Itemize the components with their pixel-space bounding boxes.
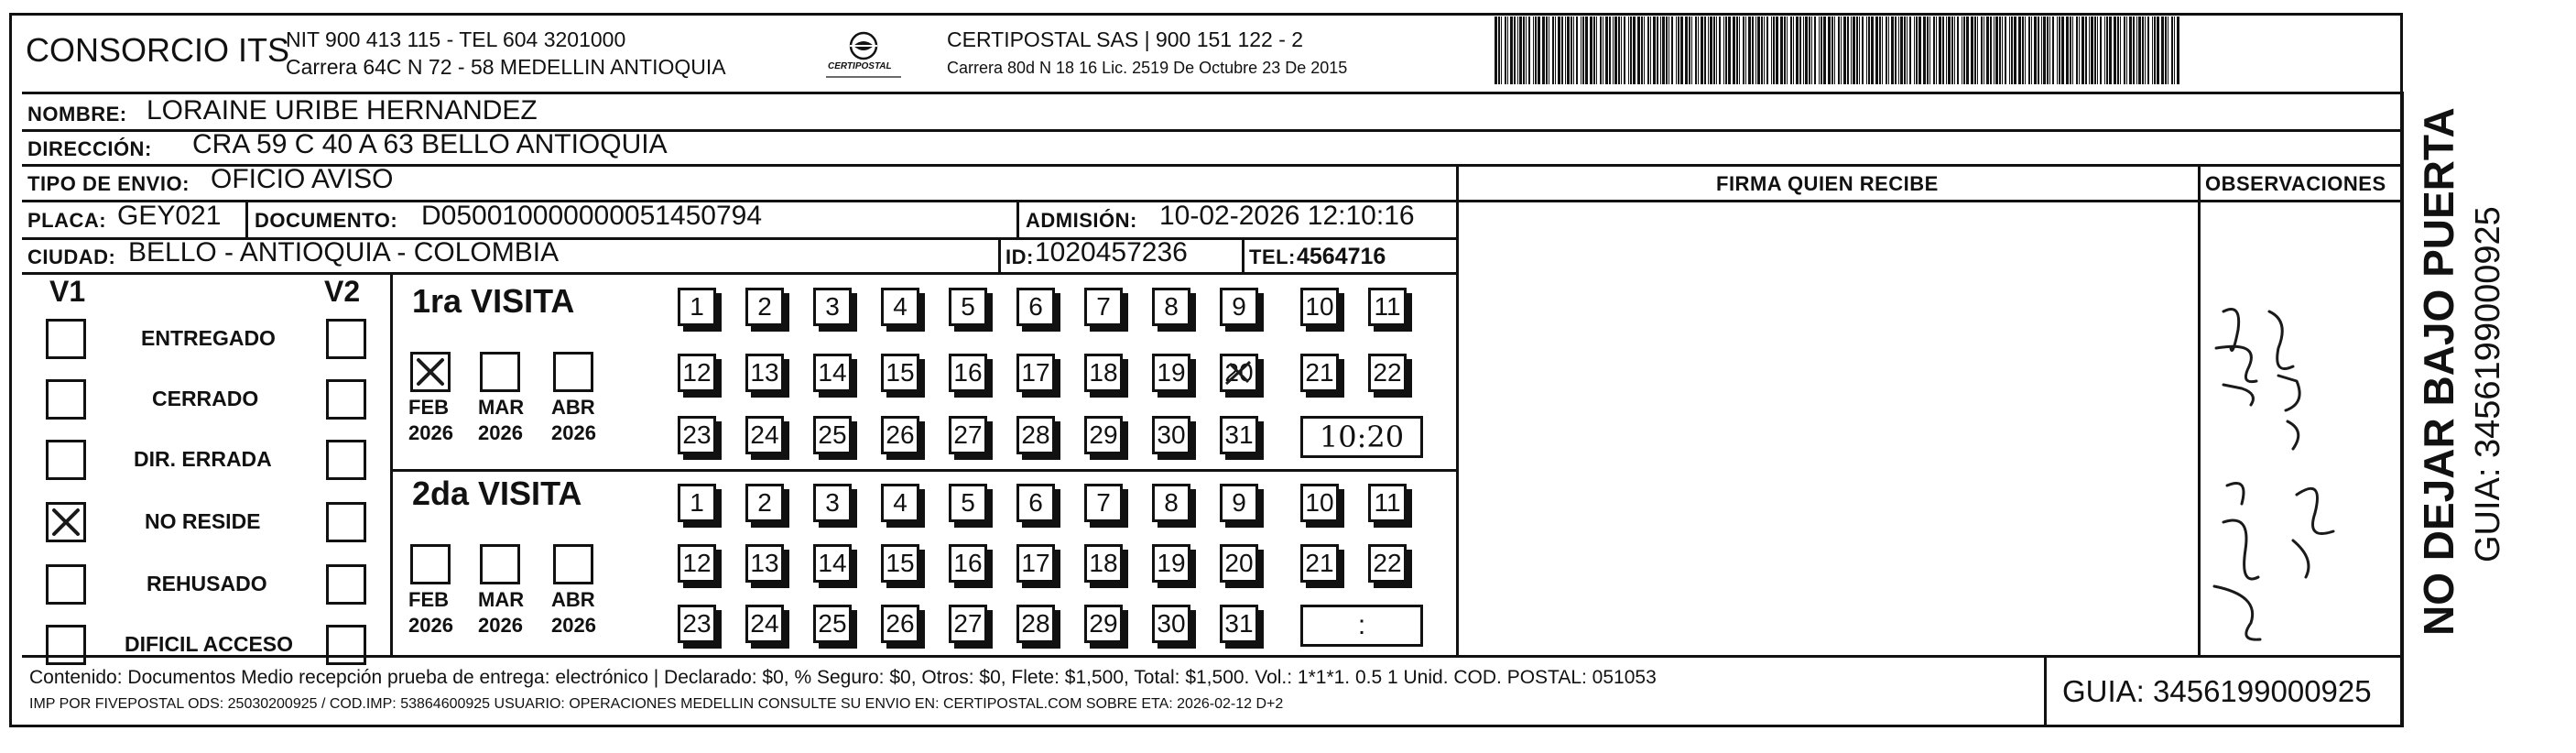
v2-label: V2 [324,275,361,308]
day-box[interactable]: 6 [1016,484,1055,522]
day-box[interactable]: 18 [1084,544,1123,583]
day-box[interactable]: 11 [1368,484,1407,522]
day-box[interactable]: 21 [1300,354,1339,392]
observaciones-label: OBSERVACIONES [2205,172,2386,195]
direccion-value: CRA 59 C 40 A 63 BELLO ANTIOQUIA [192,129,668,159]
day-box[interactable]: 19 [1152,544,1190,583]
day-box[interactable]: 10 [1300,288,1339,326]
v2-checkbox[interactable] [326,440,366,480]
year-label: 2026 [408,614,453,637]
year-label: 2026 [408,421,453,444]
v1-checkbox[interactable] [46,502,86,542]
signature-area[interactable] [1459,202,2198,657]
day-box[interactable]: 25 [813,605,852,643]
visit-time-box[interactable]: 10:20 [1300,416,1423,458]
day-box[interactable]: 4 [881,288,919,326]
day-box[interactable]: 3 [813,484,852,522]
day-box[interactable]: 17 [1016,544,1055,583]
day-box[interactable]: 13 [745,354,784,392]
footer-guia: GUIA: 3456199000925 [2062,674,2372,708]
barcode [1495,16,2183,84]
day-box[interactable]: 27 [949,605,987,643]
day-box[interactable]: 22 [1368,544,1407,583]
v1-checkbox[interactable] [46,379,86,420]
carrier-line-2: Carrera 80d N 18 16 Lic. 2519 De Octubre 23 De 2015 [947,59,1348,77]
day-box[interactable]: 26 [881,605,919,643]
day-box[interactable]: 5 [949,288,987,326]
tipo-label: TIPO DE ENVIO: [27,172,190,195]
certipostal-logo-icon [813,29,914,82]
month-label: MAR [478,588,525,611]
status-label: REHUSADO [147,572,267,595]
side-line-2: GUIA: 3456199000925 [2469,206,2507,562]
month-checkbox[interactable] [410,544,451,584]
placa-label: PLACA: [27,209,107,232]
v2-checkbox[interactable] [326,379,366,420]
month-checkbox[interactable] [480,544,520,584]
month-label: ABR [551,396,595,419]
month-label: MAR [478,396,525,419]
tel-value: 4564716 [1297,244,1386,269]
footer-line-1: Contenido: Documentos Medio recepción prueba de entrega: electrónico | Declarado: $0, % Seguro: $0, Otros: $0, Flete: $1,500, Total: $1,500. Vol.: 1*1*1. 0.5 1 Unid. COD. POSTAL: 051053 [29,667,1657,688]
day-box[interactable]: 24 [745,416,784,454]
month-label: ABR [551,588,595,611]
admision-label: ADMISIÓN: [1026,209,1137,232]
day-box[interactable]: 18 [1084,354,1123,392]
ciudad-label: CIUDAD: [27,246,116,268]
day-box[interactable]: 13 [745,544,784,583]
status-label: CERRADO [152,387,259,410]
v2-checkbox[interactable] [326,502,366,542]
admision-value: 10-02-2026 12:10:16 [1159,201,1415,231]
status-label: ENTREGADO [141,326,276,350]
day-box[interactable]: 28 [1016,416,1055,454]
v1-checkbox[interactable] [46,319,86,359]
day-box[interactable]: 7 [1084,484,1123,522]
status-label: DIFICIL ACCESO [125,632,294,656]
day-box[interactable]: 28 [1016,605,1055,643]
v1-label: V1 [49,275,86,308]
day-box[interactable]: 6 [1016,288,1055,326]
day-box[interactable]: 24 [745,605,784,643]
v1-checkbox[interactable] [46,440,86,480]
day-box[interactable]: 2 [745,288,784,326]
v2-checkbox[interactable] [326,319,366,359]
day-box[interactable]: 31 [1220,605,1258,643]
year-label: 2026 [478,421,523,444]
firma-label: FIRMA QUIEN RECIBE [1716,172,1939,195]
day-box[interactable]: 1 [678,484,716,522]
month-checkbox[interactable] [480,352,520,392]
day-box[interactable]: 14 [813,354,852,392]
documento-label: DOCUMENTO: [255,209,398,232]
year-label: 2026 [551,421,596,444]
company-name: CONSORCIO ITS [26,31,290,69]
day-box[interactable]: 27 [949,416,987,454]
day-box[interactable]: 21 [1300,544,1339,583]
company-line-2: Carrera 64C N 72 - 58 MEDELLIN ANTIOQUIA [286,55,726,79]
day-box[interactable]: 14 [813,544,852,583]
v2-checkbox[interactable] [326,564,366,605]
day-box[interactable]: 5 [949,484,987,522]
id-label: ID: [1005,246,1034,268]
month-label: FEB [408,588,449,611]
day-box[interactable]: 8 [1152,484,1190,522]
observaciones-handwriting [2205,293,2397,650]
id-value: 1020457236 [1035,237,1188,267]
month-label: FEB [408,396,449,419]
day-box[interactable]: 10 [1300,484,1339,522]
month-checkbox[interactable] [553,352,593,392]
year-label: 2026 [551,614,596,637]
day-box[interactable]: 20 [1220,354,1258,392]
day-box[interactable]: 2 [745,484,784,522]
day-box[interactable]: 16 [949,354,987,392]
status-label: DIR. ERRADA [134,447,272,471]
visit-time-box[interactable]: : [1300,605,1423,647]
status-label: NO RESIDE [145,509,261,533]
company-line-1: NIT 900 413 115 - TEL 604 3201000 [286,27,626,51]
tipo-value: OFICIO AVISO [211,164,394,194]
day-box[interactable]: 3 [813,288,852,326]
day-box[interactable]: 22 [1368,354,1407,392]
nombre-value: LORAINE URIBE HERNANDEZ [147,95,538,126]
day-box[interactable]: 17 [1016,354,1055,392]
day-box[interactable]: 12 [678,354,716,392]
documento-value: D050010000000051450794 [421,201,763,231]
logo-text: CERTIPOSTAL [828,61,892,71]
nombre-label: NOMBRE: [27,103,127,126]
v1-checkbox[interactable] [46,564,86,605]
year-label: 2026 [478,614,523,637]
carrier-line-1: CERTIPOSTAL SAS | 900 151 122 - 2 [947,27,1304,51]
day-box[interactable]: 12 [678,544,716,583]
side-notice [2408,107,2573,641]
day-box[interactable]: 11 [1368,288,1407,326]
v2-checkbox[interactable] [326,625,366,665]
day-box[interactable]: 4 [881,484,919,522]
day-box[interactable]: 15 [881,354,919,392]
visit2-title: 2da VISITA [412,475,582,512]
day-box[interactable]: 9 [1220,288,1258,326]
month-checkbox[interactable] [410,352,451,392]
day-box[interactable]: 16 [949,544,987,583]
day-box[interactable]: 9 [1220,484,1258,522]
day-box[interactable]: 15 [881,544,919,583]
month-checkbox[interactable] [553,544,593,584]
day-box[interactable]: 30 [1152,416,1190,454]
v1-checkbox[interactable] [46,625,86,665]
side-line-1: NO DEJAR BAJO PUERTA [2415,107,2462,636]
day-box[interactable]: 7 [1084,288,1123,326]
day-box[interactable]: 23 [678,605,716,643]
day-box[interactable]: 8 [1152,288,1190,326]
ciudad-value: BELLO - ANTIOQUIA - COLOMBIA [128,237,560,267]
tel-label: TEL: [1249,246,1296,268]
visit1-title: 1ra VISITA [412,282,575,320]
day-box[interactable]: 31 [1220,416,1258,454]
placa-value: GEY021 [117,201,222,231]
day-box[interactable]: 30 [1152,605,1190,643]
day-box[interactable]: 25 [813,416,852,454]
footer-line-2: IMP POR FIVEPOSTAL ODS: 25030200925 / COD.IMP: 53864600925 USUARIO: OPERACIONES MEDELLIN CONSULTE SU ENVIO EN: CERTIPOSTAL.COM SOBRE ETA: 2026-02-12 D+2 [29,696,1284,712]
day-box[interactable]: 29 [1084,605,1123,643]
day-box[interactable]: 26 [881,416,919,454]
day-box[interactable]: 29 [1084,416,1123,454]
day-box[interactable]: 19 [1152,354,1190,392]
day-box[interactable]: 1 [678,288,716,326]
direccion-label: DIRECCIÓN: [27,137,152,160]
day-box[interactable]: 20 [1220,544,1258,583]
day-box[interactable]: 23 [678,416,716,454]
